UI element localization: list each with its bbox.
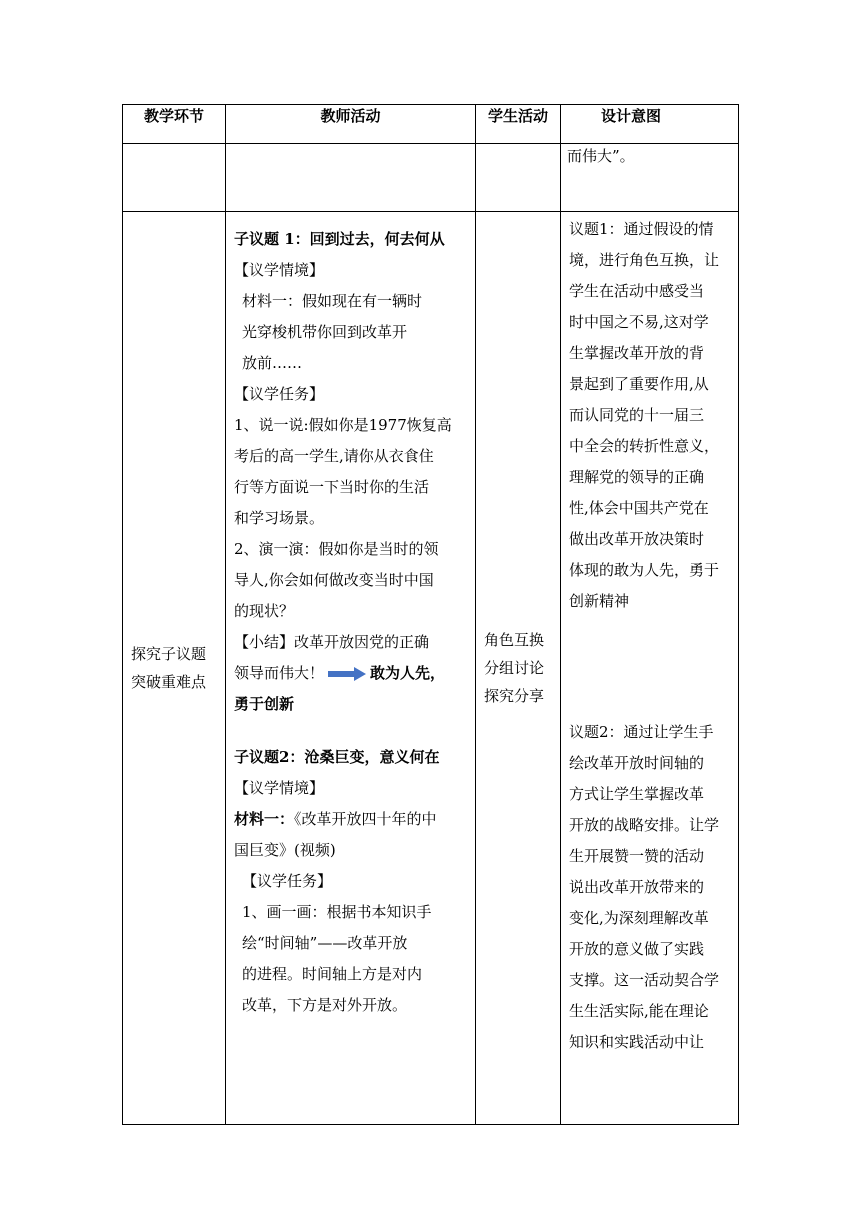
- intent-line: 做出改革开放决策时: [569, 530, 705, 548]
- intent-line: 开放的意义做了实践: [569, 940, 705, 958]
- intent-line: 生掌握改革开放的背: [569, 344, 705, 362]
- intent-line: 生开展赞一赞的活动: [569, 847, 705, 865]
- task1-line: 和学习场景。: [234, 509, 325, 527]
- cont-cell-student: [476, 144, 561, 212]
- task-tag: 【议学任务】: [234, 385, 325, 403]
- header-cell-stage: 教学环节: [123, 105, 226, 144]
- intent-line: 景起到了重要作用,从: [569, 375, 709, 393]
- task2-line: 导人,你会如何做改变当时中国: [234, 571, 434, 589]
- intent-line: 生生活实际,能在理论: [569, 1002, 709, 1020]
- task1-line: 行等方面说一下当时你的生活: [234, 478, 430, 496]
- intent-line: 绘改革开放时间轴的: [569, 754, 705, 772]
- intent-topic1: [569, 214, 732, 617]
- material1: [234, 286, 469, 379]
- intent-topic2: [569, 717, 732, 1058]
- intent-line: 理解党的领导的正确: [569, 468, 705, 486]
- stage-line: 探究子议题: [131, 645, 207, 663]
- task2-line: 的现状？: [234, 602, 295, 620]
- student-activity: 角色互换: [484, 631, 545, 649]
- intent-line: 知识和实践活动中让: [569, 1033, 705, 1051]
- spacer: [234, 720, 469, 742]
- student-activity: 分组讨论: [484, 659, 545, 677]
- material2-label: 材料一：: [234, 810, 295, 828]
- material1-line: 材料一：假如现在有一辆时: [242, 292, 423, 310]
- summary-text: 领导而伟大！: [234, 664, 325, 682]
- task3-line: 绘“时间轴”——改革开放: [242, 934, 408, 952]
- summary-line: [234, 658, 469, 689]
- summary-emphasis: 勇于创新: [234, 695, 295, 713]
- header-cell-teacher: 教师活动: [226, 105, 476, 144]
- intent-line: 支撑。这一活动契合学: [569, 971, 720, 989]
- inquiry-row: [123, 212, 739, 1125]
- student-activity: 探究分享: [484, 687, 545, 705]
- topic1-title: 子议题 1：回到过去，何去何从: [234, 230, 445, 248]
- continuation-row: [123, 144, 739, 212]
- topic2-title: 子议题2：沧桑巨变，意义何在: [234, 748, 440, 766]
- design-intent-cell: [561, 212, 739, 1125]
- cont-cell-stage: [123, 144, 226, 212]
- material1-line: 放前……: [242, 354, 303, 372]
- material2-line: [234, 804, 469, 835]
- cont-cell-teacher: [226, 144, 476, 212]
- task3-line: 改革，下方是对外开放。: [242, 996, 408, 1014]
- intent-line: 中全会的转折性意义，: [569, 437, 720, 455]
- summary-line: 【小结】改革开放因党的正确: [234, 633, 430, 651]
- task-tag: 【议学任务】: [242, 872, 333, 890]
- lesson-plan-table: [122, 104, 739, 1125]
- header-row: [123, 105, 739, 144]
- intent-line: 说出改革开放带来的: [569, 878, 705, 896]
- header-cell-intent: 设计意图: [561, 105, 739, 144]
- summary-emphasis: 敢为人先，: [370, 664, 446, 682]
- material1-line: 光穿梭机带你回到改革开: [242, 323, 408, 341]
- intent-line: 议题2：通过让学生手: [569, 723, 714, 741]
- stage-cell: [123, 212, 226, 1125]
- continuation-text: 而伟大”。: [567, 147, 635, 165]
- task1-line: 考后的高一学生,请你从衣食住: [234, 447, 434, 465]
- task2-line: 2、演一演：假如你是当时的领: [234, 540, 439, 558]
- intent-line: 体现的敢为人先，勇于: [569, 561, 720, 579]
- cont-cell-intent: [561, 144, 739, 212]
- intent-line: 开放的战略安排。让学: [569, 816, 720, 834]
- intent-line: 性,体会中国共产党在: [569, 499, 709, 517]
- right-arrow-icon: [328, 667, 366, 681]
- situation-tag: 【议学情境】: [234, 779, 325, 797]
- task1-line: 1、说一说:假如你是1977恢复高: [234, 416, 452, 434]
- situation-tag: 【议学情境】: [234, 261, 325, 279]
- intent-line: 境，进行角色互换，让: [569, 251, 720, 269]
- intent-line: 方式让学生掌握改革: [569, 785, 705, 803]
- spacer: [569, 617, 732, 717]
- intent-line: 议题1：通过假设的情: [569, 220, 714, 238]
- intent-line: 变化,为深刻理解改革: [569, 909, 709, 927]
- student-activity-cell: [476, 212, 561, 1125]
- material2-line: 国巨变》(视频): [234, 841, 336, 859]
- intent-line: 创新精神: [569, 592, 630, 610]
- intent-line: 学生在活动中感受当: [569, 282, 705, 300]
- header-cell-student: 学生活动: [476, 105, 561, 144]
- material2-text: 《改革开放四十年的中: [294, 810, 437, 828]
- task3: [234, 897, 469, 1021]
- intent-line: 时中国之不易,这对学: [569, 313, 709, 331]
- intent-line: 而认同党的十一届三: [569, 406, 705, 424]
- task3-line: 1、画一画：根据书本知识手: [242, 903, 432, 921]
- task3-line: 的进程。时间轴上方是对内: [242, 965, 423, 983]
- teacher-activity-cell: [226, 212, 476, 1125]
- stage-line: 突破重难点: [131, 673, 207, 691]
